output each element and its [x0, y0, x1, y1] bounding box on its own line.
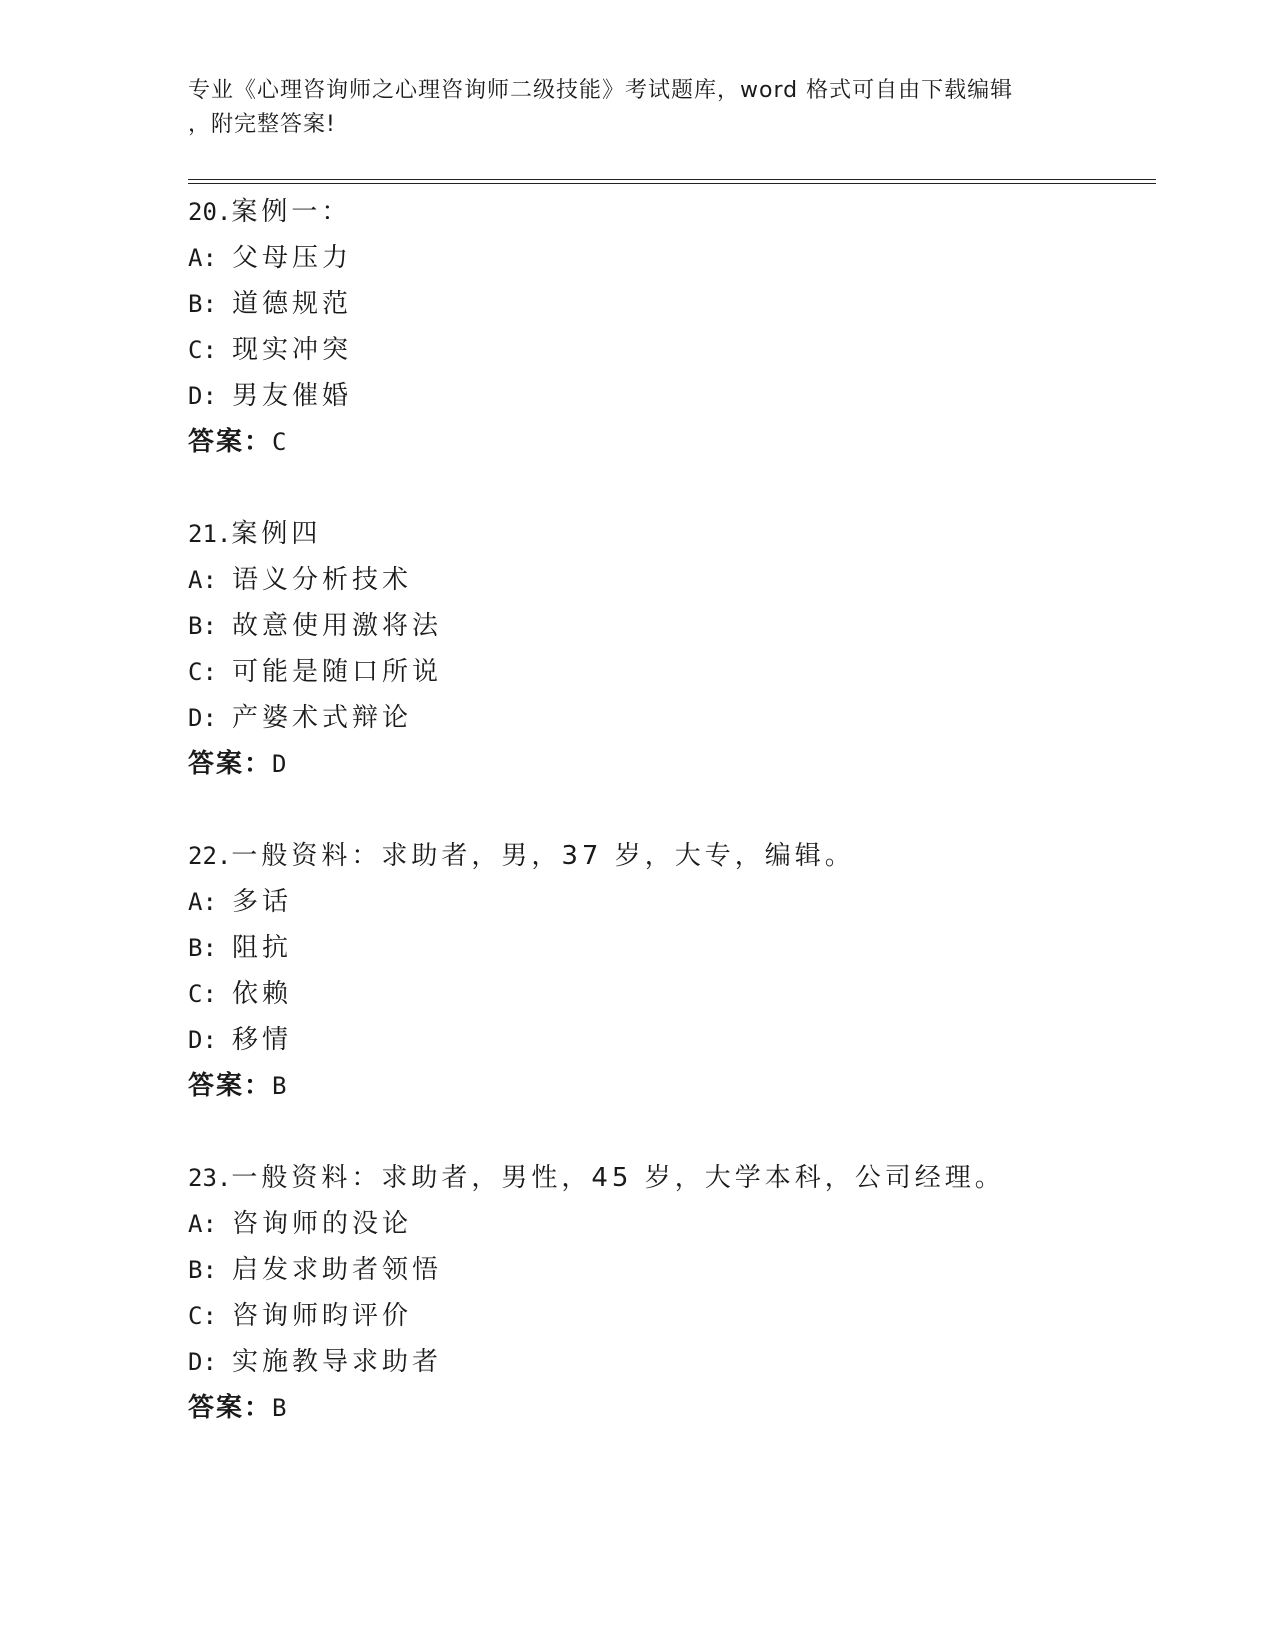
option-d: [188, 1339, 1148, 1385]
option-text: 语义分析技术: [232, 565, 413, 595]
option-label: B:: [188, 612, 217, 640]
option-c: [188, 1293, 1148, 1339]
option-text: 依赖: [232, 979, 293, 1009]
question-number: 22.: [188, 842, 232, 870]
header-divider-bottom: [188, 183, 1156, 184]
question-20: [188, 189, 1148, 465]
option-label: A:: [188, 1210, 217, 1238]
option-c: [188, 649, 1148, 695]
answer-label: 答案：: [188, 1393, 273, 1423]
option-text: 咨询师的没论: [232, 1209, 413, 1239]
answer-value: D: [272, 750, 289, 778]
question-text: 一般资料：求助者，男性，45 岁，大学本科，公司经理。: [231, 1163, 1005, 1193]
option-text: 父母压力: [232, 243, 353, 273]
answer-label: 答案：: [188, 749, 273, 779]
option-text: 可能是随口所说: [232, 657, 443, 687]
option-label: C:: [188, 336, 217, 364]
option-label: D:: [188, 1348, 217, 1376]
option-label: D:: [188, 704, 217, 732]
answer-value: B: [272, 1072, 289, 1100]
option-text: 阻抗: [232, 933, 293, 963]
option-c: [188, 327, 1148, 373]
option-label: C:: [188, 980, 217, 1008]
option-a: [188, 557, 1148, 603]
option-text: 道德规范: [232, 289, 353, 319]
option-label: C:: [188, 658, 217, 686]
question-23: [188, 1155, 1148, 1431]
option-label: D:: [188, 382, 217, 410]
option-label: A:: [188, 566, 217, 594]
option-text: 移情: [232, 1025, 293, 1055]
header-line-1: 专业《心理咨询师之心理咨询师二级技能》考试题库，word 格式可自由下载编辑: [188, 78, 1014, 103]
answer-label: 答案：: [188, 1071, 273, 1101]
option-label: B:: [188, 934, 217, 962]
question-stem: [188, 189, 1148, 235]
answer-line: [188, 1385, 1148, 1431]
question-number: 20.: [188, 198, 232, 226]
option-label: A:: [188, 888, 217, 916]
option-b: [188, 603, 1148, 649]
question-22: [188, 833, 1148, 1109]
question-stem: [188, 833, 1148, 879]
option-a: [188, 1201, 1148, 1247]
option-d: [188, 373, 1148, 419]
option-b: [188, 281, 1148, 327]
header-line-2: ，附完整答案!: [188, 112, 336, 137]
option-text: 咨询师昀评价: [232, 1301, 413, 1331]
answer-line: [188, 741, 1148, 787]
question-text: 一般资料：求助者，男，37 岁，大专，编辑。: [231, 841, 855, 871]
option-label: D:: [188, 1026, 217, 1054]
question-text: 案例一：: [231, 197, 352, 227]
answer-line: [188, 419, 1148, 465]
question-number: 23.: [188, 1164, 232, 1192]
option-d: [188, 695, 1148, 741]
answer-value: C: [272, 428, 289, 456]
question-21: [188, 511, 1148, 787]
document-header: [188, 74, 1088, 142]
answer-value: B: [272, 1394, 289, 1422]
question-number: 21.: [188, 520, 232, 548]
option-a: [188, 879, 1148, 925]
option-label: A:: [188, 244, 217, 272]
option-text: 实施教导求助者: [232, 1347, 443, 1377]
option-text: 产婆术式辩论: [232, 703, 413, 733]
header-divider-top: [188, 179, 1156, 180]
option-b: [188, 1247, 1148, 1293]
option-text: 启发求助者领悟: [232, 1255, 443, 1285]
answer-label: 答案：: [188, 427, 273, 457]
option-text: 男友催婚: [232, 381, 353, 411]
answer-line: [188, 1063, 1148, 1109]
question-list: [188, 189, 1148, 1431]
question-text: 案例四: [231, 519, 322, 549]
option-text: 现实冲突: [232, 335, 353, 365]
option-c: [188, 971, 1148, 1017]
question-stem: [188, 1155, 1148, 1201]
option-d: [188, 1017, 1148, 1063]
option-label: C:: [188, 1302, 217, 1330]
option-a: [188, 235, 1148, 281]
option-b: [188, 925, 1148, 971]
option-label: B:: [188, 1256, 217, 1284]
option-text: 故意使用激将法: [232, 611, 443, 641]
option-label: B:: [188, 290, 217, 318]
option-text: 多话: [232, 887, 293, 917]
question-stem: [188, 511, 1148, 557]
